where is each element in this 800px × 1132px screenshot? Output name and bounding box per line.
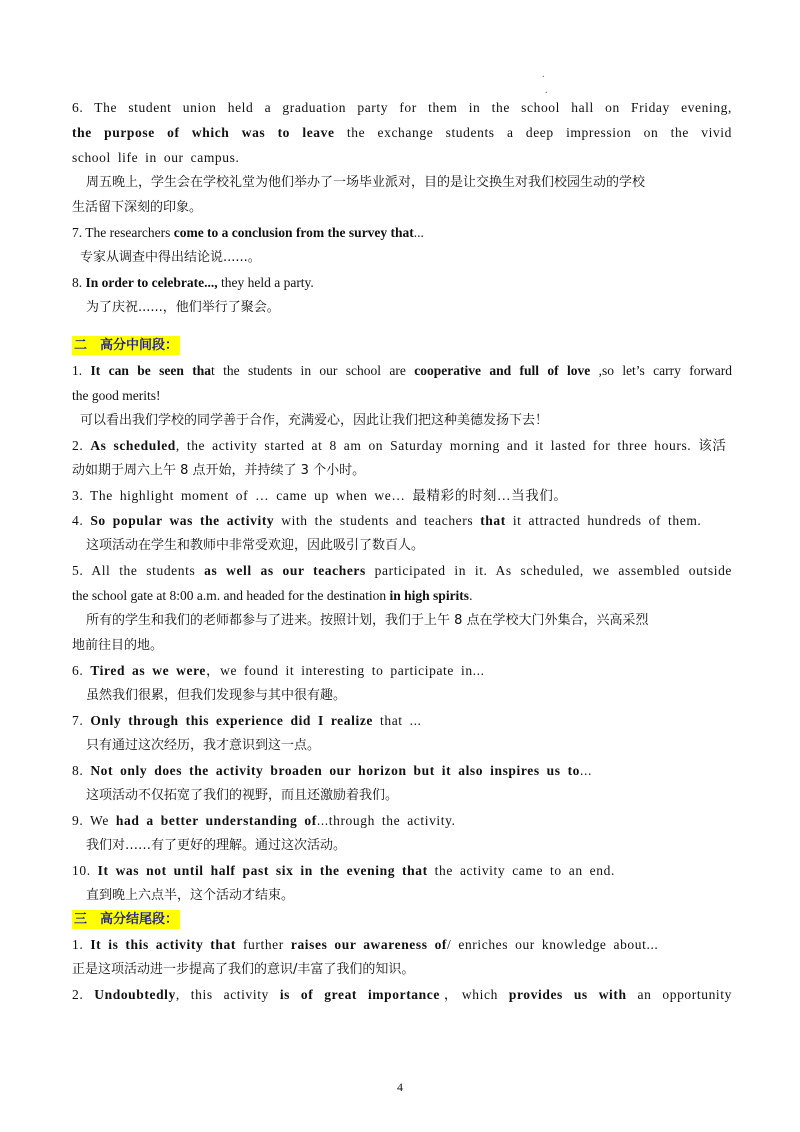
item-6-rest: the exchange students a deep impression on the vivid (334, 125, 732, 140)
mid-5-bold-1: as well as our teachers (204, 563, 366, 578)
item-6-line-3: school life in our campus. (72, 150, 240, 165)
mid-2-c: , the activity started at 8 am on Saturday morning and it lasted for three hours. 该活 (175, 438, 727, 453)
mid-item-8-line (72, 758, 732, 783)
mid-1-e: ,so let’s carry forward (590, 363, 732, 378)
mid-10-bold: It was not until half past six in the evening that (97, 863, 428, 878)
end-2-bold-1: Undoubtedly (94, 987, 176, 1002)
ending-section (72, 908, 732, 1007)
middle-section (72, 334, 732, 908)
mid-5-c: participated in it. As scheduled, we assembled outside (365, 563, 732, 578)
end-2-c: , this activity (175, 987, 280, 1002)
mid-item-10-translation: 直到晚上六点半，这个活动才结束。 (86, 888, 295, 903)
mid-item-5-translation-1: 所有的学生和我们的老师都参与了进来。按照计划，我们于上午 8 点在学校大门外集合，兴高采烈 (86, 613, 649, 628)
item-7-bold: come to a conclusion from the survey that (173, 225, 414, 240)
mid-9-a: 9. We (72, 813, 116, 828)
mid-7-c: that ... (373, 713, 422, 728)
mid-7-a: 7. (72, 713, 91, 728)
item-6-translation-1: 周五晚上，学生会在学校礼堂为他们举办了一场毕业派对，目的是让交换生对我们校园生动的学校 (86, 175, 646, 190)
end-item-1-translation: 正是这项活动进一步提高了我们的意识/丰富了我们的知识。 (72, 962, 415, 977)
end-item-1-line (72, 932, 732, 957)
mid-5-f: . (469, 588, 473, 603)
mid-2-bold: As scheduled (90, 438, 176, 453)
item-8-bold: In order to celebrate..., (85, 275, 218, 290)
mid-5-d: the school gate at 8:00 a.m. and headed for the destination (72, 588, 390, 603)
mid-4-a: 4. (72, 513, 91, 528)
item-8-a: 8. (72, 275, 86, 290)
mid-7-bold: Only through this experience did I realize (90, 713, 374, 728)
item-6-line-2 (72, 120, 732, 145)
mid-5-a: 5. All the students (72, 563, 205, 578)
corner-dot-2: . (545, 85, 548, 96)
mid-item-8-translation: 这项活动不仅拓宽了我们的视野，而且还激励着我们。 (86, 788, 399, 803)
intro-item-8 (72, 270, 732, 320)
mid-1-c: t the students in our school are (210, 363, 415, 378)
mid-item-6-translation: 虽然我们很累，但我们发现参与其中很有趣。 (86, 688, 347, 703)
mid-item-2-translation: 动如期于周六上午 8 点开始，并持续了 3 个小时。 (72, 463, 366, 478)
mid-6-bold: Tired as we were (90, 663, 207, 678)
mid-1-a: 1. (72, 363, 91, 378)
mid-item-2-line (72, 433, 732, 458)
mid-item-9-translation: 我们对……有了更好的理解。通过这次活动。 (86, 838, 347, 853)
item-6-translation-2: 生活留下深刻的印象。 (72, 200, 203, 215)
mid-item-5-line-2 (72, 583, 732, 608)
mid-4-bold-2: that (480, 513, 506, 528)
item-7-translation: 专家从调查中得出结论说......。 (80, 250, 261, 265)
mid-item-3-line: 3. The highlight moment of … came up when we… 最精彩的时刻…当我们。 (72, 488, 568, 503)
mid-item-4-line (72, 508, 732, 533)
mid-5-bold-2: in high spirits (389, 588, 470, 603)
end-2-g: an opportunity (626, 987, 732, 1002)
mid-2-a: 2. (72, 438, 91, 453)
mid-1-bold-1: It can be seen tha (90, 363, 211, 378)
mid-4-c: with the students and teachers (274, 513, 481, 528)
document-body (72, 95, 732, 1007)
ending-section-title: 三 高分结尾段： (74, 912, 179, 927)
item-7-c: ... (413, 225, 424, 240)
end-2-e: ，which (439, 987, 509, 1002)
mid-10-a: 10. (72, 863, 98, 878)
item-7-a: 7. The researchers (72, 225, 174, 240)
corner-dot: . (542, 69, 545, 80)
mid-item-1-translation: 可以看出我们学校的同学善于合作，充满爱心，因此让我们把这种美德发扬下去！ (80, 413, 549, 428)
middle-section-title: 二 高分中间段： (74, 338, 179, 353)
end-2-a: 2. (72, 987, 95, 1002)
item-8-line (72, 270, 732, 295)
mid-9-c: ...through the activity. (316, 813, 456, 828)
item-6-bold: the purpose of which was to leave (72, 125, 335, 140)
end-1-c: further (235, 937, 291, 952)
mid-item-10-line (72, 858, 732, 883)
end-1-bold-2: raises our awareness of (290, 937, 448, 952)
page-number: 4 (397, 1080, 403, 1094)
mid-10-c: the activity came to an end. (427, 863, 615, 878)
end-1-e: / enriches our knowledge about... (447, 937, 659, 952)
item-6-line-1: 6. The student union held a graduation party for them in the school hall on Friday evening, (72, 100, 732, 115)
mid-4-bold-1: So popular was the activity (90, 513, 275, 528)
end-item-2-line (72, 982, 732, 1007)
end-1-a: 1. (72, 937, 91, 952)
mid-6-c: ，we found it interesting to participate in... (206, 663, 485, 678)
mid-item-9-line (72, 808, 732, 833)
mid-8-bold: Not only does the activity broaden our horizon but it also inspires us to (90, 763, 581, 778)
mid-item-4-translation: 这项活动在学生和教师中非常受欢迎，因此吸引了数百人。 (86, 538, 425, 553)
mid-item-6-line (72, 658, 732, 683)
mid-item-1-line-1 (72, 358, 732, 383)
mid-9-bold: had a better understanding of (115, 813, 317, 828)
mid-item-5-line-1 (72, 558, 732, 583)
mid-1-bold-2: cooperative and full of love (414, 363, 591, 378)
intro-item-7 (72, 220, 732, 270)
mid-8-a: 8. (72, 763, 91, 778)
mid-item-7-translation: 只有通过这次经历，我才意识到这一点。 (86, 738, 321, 753)
mid-item-5-translation-2: 地前往目的地。 (72, 638, 164, 653)
item-7-line (72, 220, 732, 245)
intro-item-6 (72, 95, 732, 220)
mid-item-1-line-2: the good merits! (72, 388, 161, 403)
mid-4-e: it attracted hundreds of them. (505, 513, 702, 528)
mid-8-c: ... (580, 763, 592, 778)
item-8-translation: 为了庆祝......，他们举行了聚会。 (86, 300, 280, 315)
end-2-bold-2: is of great importance (279, 987, 440, 1002)
item-8-c: they held a party. (217, 275, 314, 290)
end-2-bold-3: provides us with (508, 987, 627, 1002)
mid-6-a: 6. (72, 663, 91, 678)
end-1-bold-1: It is this activity that (90, 937, 236, 952)
mid-item-7-line (72, 708, 732, 733)
